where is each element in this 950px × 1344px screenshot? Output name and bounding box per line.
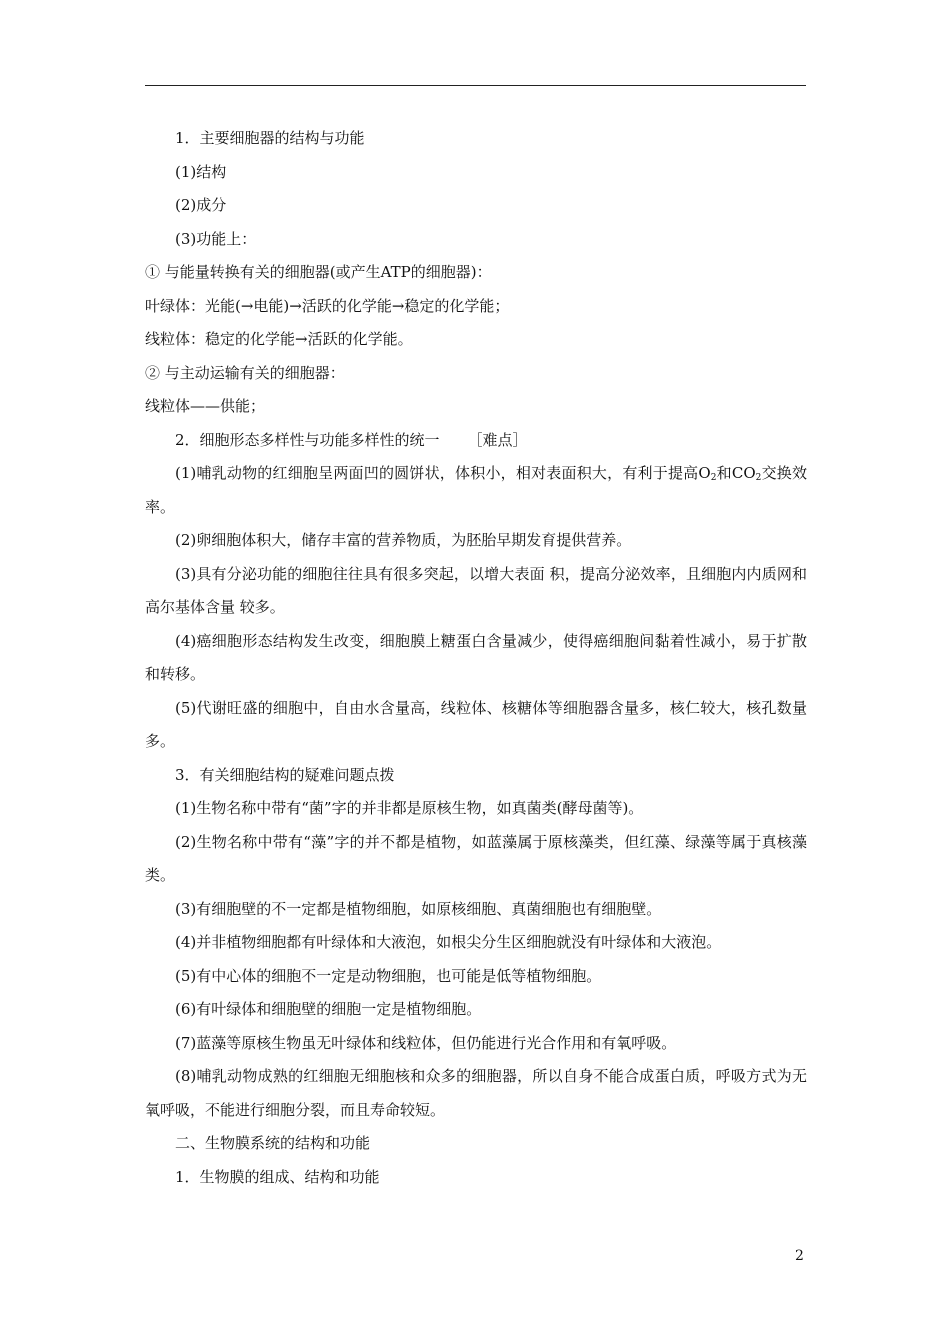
page-number: 2 <box>795 1248 804 1264</box>
heading-biomembrane-system: 二、生物膜系统的结构和功能 <box>175 1134 371 1152</box>
rbc-text-a: (1)哺乳动物的红细胞呈两面凹的圆饼状，体积小，相对表面积大，有利于提高O <box>175 464 711 482</box>
heading-biomembrane-composition: 1．生物膜的组成、结构和功能 <box>175 1167 380 1186</box>
list-item: (4)并非植物细胞都有叶绿体和大液泡，如根尖分生区细胞就没有叶绿体和大液泡。 <box>175 933 722 951</box>
list-item: (1)生物名称中带有“菌”字的并非都是原核生物，如真菌类(酵母菌等)。 <box>175 799 644 817</box>
heading-organelles: 1．主要细胞器的结构与功能 <box>175 129 365 147</box>
rbc-sub-2: 2 <box>755 473 762 483</box>
item-active-transport: ② 与主动运输有关的细胞器： <box>145 363 345 382</box>
paragraph-egg-cell: (2)卵细胞体积大，储存丰富的营养物质，为胚胎早期发育提供营养。 <box>175 531 632 549</box>
paragraph-metabolic-cell: (5)代谢旺盛的细胞中，自由水含量高，线粒体、核糖体等细胞器含量多，核仁较大，核孔数量多。 <box>145 698 807 750</box>
header-rule <box>145 85 806 86</box>
paragraph-red-blood-cell <box>145 457 807 524</box>
rbc-sub-1: 2 <box>710 473 717 483</box>
item-chloroplast: 叶绿体：光能(→电能)→活跃的化学能→稳定的化学能； <box>145 296 510 315</box>
list-item: (2)生物名称中带有“藻”字的并不都是植物，如蓝藻属于原核藻类，但红藻、绿藻等属于真核藻类。 <box>145 832 807 884</box>
item-structure: (1)结构 <box>175 162 227 181</box>
item-mitochondria: 线粒体：稳定的化学能→活跃的化学能。 <box>145 330 413 348</box>
heading-difficult-questions: 3．有关细胞结构的疑难问题点拨 <box>175 765 395 784</box>
item-function: (3)功能上： <box>175 229 257 248</box>
paragraph-secretory-cell: (3)具有分泌功能的细胞往往具有很多突起，以增大表面 积，提高分泌效率，且细胞内内质网和高尔基体含量 较多。 <box>145 564 807 616</box>
document-body <box>145 122 807 1194</box>
list-item: (3)有细胞壁的不一定都是植物细胞，如原核细胞、真菌细胞也有细胞壁。 <box>175 899 662 918</box>
item-mitochondria-energy: 线粒体——供能； <box>145 397 266 415</box>
list-item: (6)有叶绿体和细胞壁的细胞一定是植物细胞。 <box>175 1000 482 1018</box>
item-energy-conversion: ① 与能量转换有关的细胞器(或产生ATP的细胞器)： <box>145 263 492 281</box>
difficulty-tag: ［难点］ <box>467 430 528 449</box>
rbc-text-c: 交换效率。 <box>145 464 807 516</box>
heading-cell-diversity-text: 2．细胞形态多样性与功能多样性的统一 <box>175 430 440 449</box>
paragraph-cancer-cell: (4)癌细胞形态结构发生改变，细胞膜上糖蛋白含量减少，使得癌细胞间黏着性减小，易于扩散和转移。 <box>145 631 807 683</box>
list-item: (7)蓝藻等原核生物虽无叶绿体和线粒体，但仍能进行光合作用和有氧呼吸。 <box>175 1033 677 1052</box>
list-item: (5)有中心体的细胞不一定是动物细胞，也可能是低等植物细胞。 <box>175 966 602 985</box>
heading-cell-diversity <box>145 424 807 458</box>
list-item: (8)哺乳动物成熟的红细胞无细胞核和众多的细胞器，所以自身不能合成蛋白质，呼吸方式为无氧呼吸，不能进行细胞分裂，而且寿命较短。 <box>145 1067 807 1119</box>
item-composition: (2)成分 <box>175 196 227 214</box>
rbc-text-b: 和CO <box>716 464 756 482</box>
